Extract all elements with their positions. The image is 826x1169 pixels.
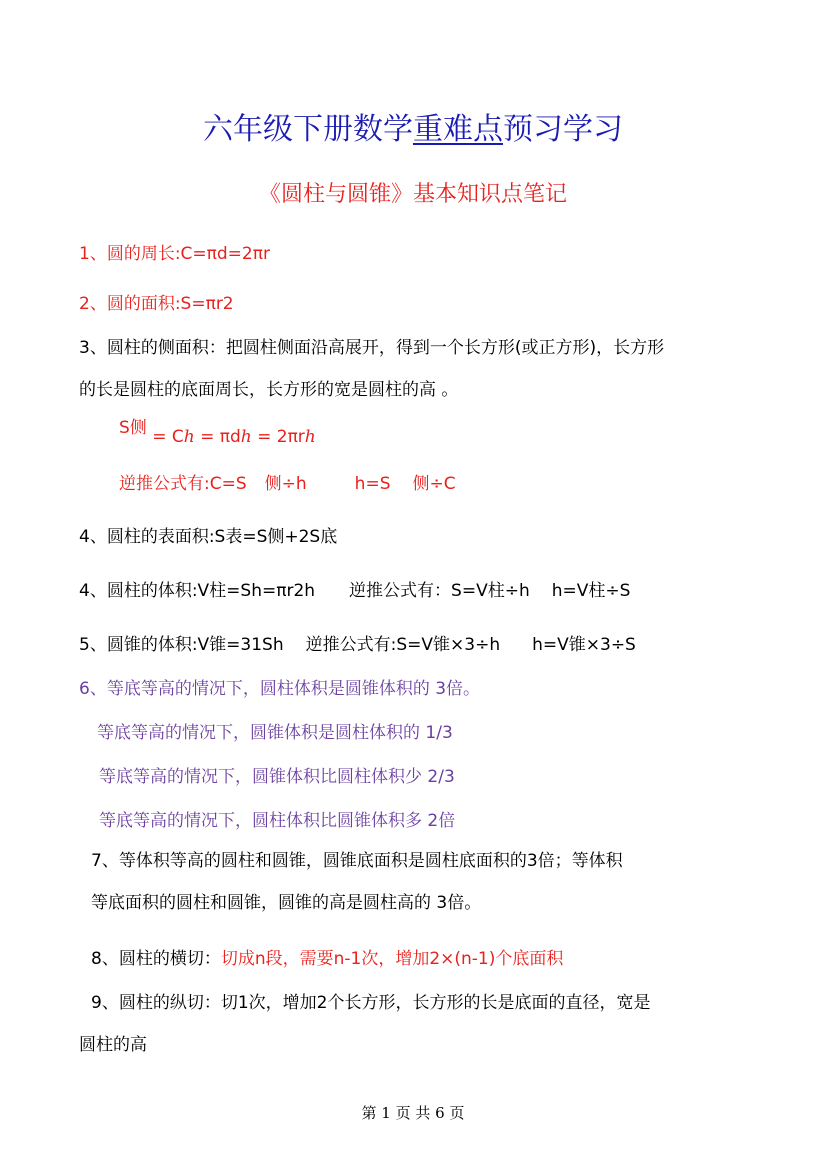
formula-h3: h bbox=[304, 427, 316, 447]
item-7-line-1: 7、等体积等高的圆柱和圆锥，圆锥底面积是圆柱底面积的3倍；等体积 bbox=[91, 851, 623, 871]
item-5-b: 逆推公式有:S=V锥×3÷h bbox=[305, 635, 501, 655]
item-6: 6、等底等高的情况下，圆柱体积是圆锥体积的 3倍。 bbox=[79, 679, 481, 699]
formula-h1: h bbox=[183, 427, 195, 447]
item-4-volume-c: h=V柱÷S bbox=[551, 581, 631, 601]
item-5-a: 5、圆锥的体积:V锥=31Sh bbox=[79, 635, 284, 655]
item-8-a: 8、圆柱的横切： bbox=[91, 949, 221, 969]
page-subtitle: 《圆柱与圆锥》基本知识点笔记 bbox=[258, 182, 567, 207]
formula-eq1: = C bbox=[146, 427, 184, 447]
item-9-line-1: 9、圆柱的纵切：切1次，增加2个长方形，长方形的长是底面的直径，宽是 bbox=[91, 993, 651, 1013]
inverse-d: 侧÷C bbox=[412, 474, 456, 494]
lateral-area-formula bbox=[119, 418, 316, 447]
item-8-b: 切成n段，需要n-1次，增加2×(n-1)个底面积 bbox=[220, 949, 564, 969]
inverse-a: 逆推公式有:C=S bbox=[119, 474, 247, 494]
item-1: 1、圆的周长:C=πd=2πr bbox=[79, 244, 270, 264]
item-4-volume-a: 4、圆柱的体积:V柱=Sh=πr2h bbox=[79, 581, 316, 601]
item-9-line-2: 圆柱的高 bbox=[79, 1035, 147, 1055]
page-footer: 第 1 页 共 6 页 bbox=[361, 1104, 465, 1122]
item-5 bbox=[79, 634, 636, 656]
inverse-b: 侧÷h bbox=[264, 474, 307, 494]
item-3-line-1: 3、圆柱的侧面积：把圆柱侧面沿高展开，得到一个长方形(或正方形)，长方形 bbox=[79, 338, 665, 358]
inverse-c: h=S bbox=[354, 474, 391, 494]
item-4-volume bbox=[79, 580, 630, 602]
formula-eq2: = πd bbox=[194, 427, 241, 447]
item-4-surface: 4、圆柱的表面积:S表=S侧+2S底 bbox=[79, 527, 338, 547]
formula-s: S侧 bbox=[119, 418, 147, 438]
item-5-c: h=V锥×3÷S bbox=[532, 635, 636, 655]
item-4-volume-b: 逆推公式有：S=V柱÷h bbox=[349, 581, 530, 601]
item-3-line-2: 的长是圆柱的底面周长，长方形的宽是圆柱的高 。 bbox=[79, 380, 459, 400]
formula-h2: h bbox=[240, 427, 252, 447]
item-6-d: 等底等高的情况下，圆柱体积比圆锥体积多 2倍 bbox=[99, 811, 456, 831]
title-part-1: 六年级下册数学 bbox=[203, 112, 413, 147]
inverse-formula-1 bbox=[119, 473, 456, 495]
item-8 bbox=[91, 948, 563, 970]
item-2: 2、圆的面积:S=πr2 bbox=[79, 294, 234, 314]
item-6-b: 等底等高的情况下，圆锥体积是圆柱体积的 1/3 bbox=[97, 723, 453, 743]
page-title bbox=[0, 110, 826, 150]
title-part-2: 重难点 bbox=[413, 112, 503, 147]
formula-eq3: = 2πr bbox=[251, 427, 305, 447]
item-7-line-2: 等底面积的圆柱和圆锥，圆锥的高是圆柱高的 3倍。 bbox=[91, 893, 482, 913]
title-part-3: 预习学习 bbox=[503, 112, 623, 147]
item-6-c: 等底等高的情况下，圆锥体积比圆柱体积少 2/3 bbox=[99, 767, 455, 787]
